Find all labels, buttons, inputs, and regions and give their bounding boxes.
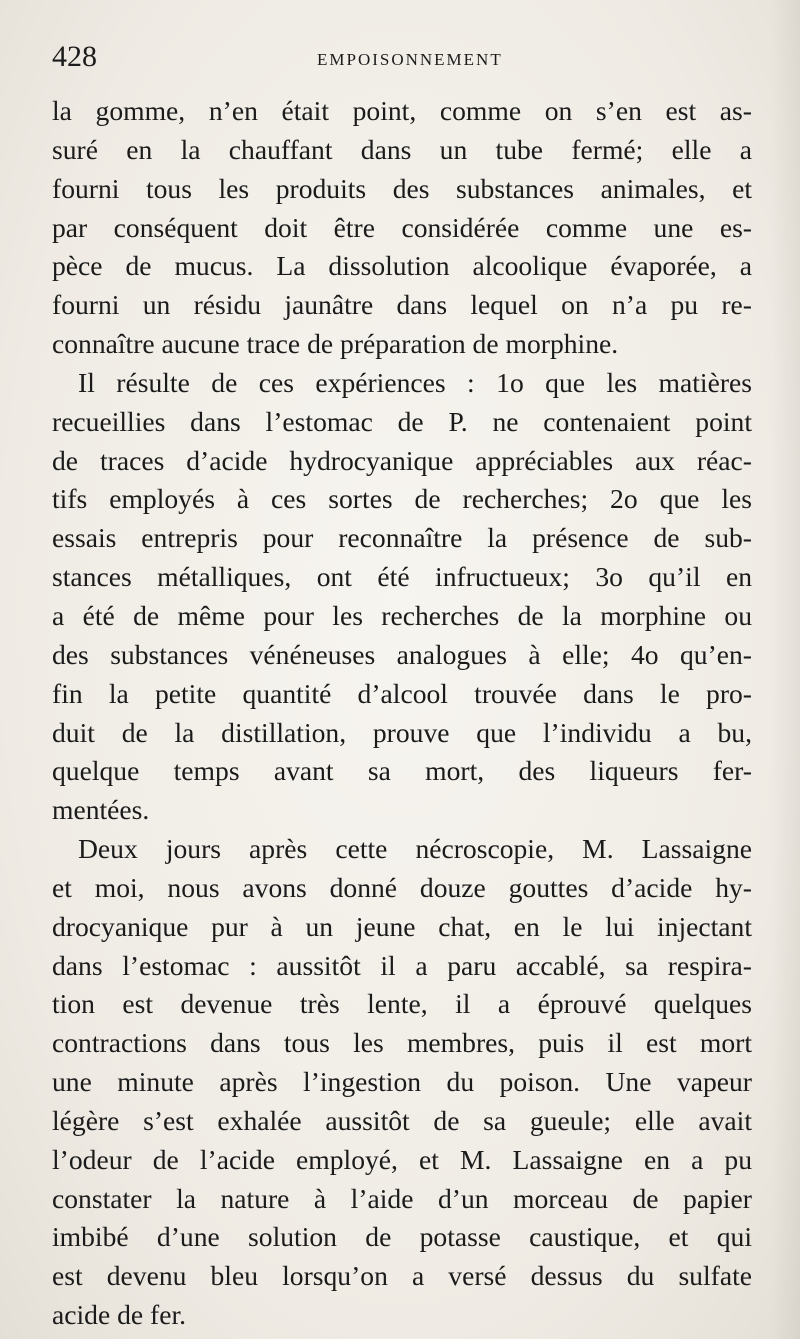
text-line: fourni tous les produits des substances animales, et <box>52 172 752 204</box>
text-line: des substances vénéneuses analogues à elle; 4o qu’en- <box>52 638 752 670</box>
text-line: fin la petite quantité d’alcool trouvée dans le pro- <box>52 677 752 709</box>
text-line: imbibé d’une solution de potasse caustique, et qui <box>52 1221 752 1253</box>
text-line: constater la nature à l’aide d’un morceau de papier <box>52 1182 752 1214</box>
page-number: 428 <box>52 40 97 73</box>
text-line: dans l’estomac : aussitôt il a paru accablé, sa respira- <box>52 949 752 981</box>
text-line: a été de même pour les recherches de la morphine ou <box>52 599 752 631</box>
text-line: duit de la distillation, prouve que l’individu a bu, <box>52 716 752 748</box>
text-line: connaître aucune trace de préparation de morphine. <box>52 328 619 360</box>
text-line: tion est devenue très lente, il a éprouvé quelques <box>52 988 752 1020</box>
text-line: la gomme, n’en était point, comme on s’en est as- <box>52 95 752 126</box>
text-line: mentées. <box>52 794 150 826</box>
text-line: est devenu bleu lorsqu’on a versé dessus du sulfate <box>52 1260 752 1292</box>
text-line: pèce de mucus. La dissolution alcoolique évaporée, a <box>52 250 752 282</box>
text-line: Deux jours après cette nécroscopie, M. Lassaigne <box>78 833 752 865</box>
text-line: contractions dans tous les membres, puis il est mort <box>52 1027 752 1059</box>
text-line: légère s’est exhalée aussitôt de sa gueule; elle avait <box>52 1104 752 1136</box>
text-line: drocyanique pur à un jeune chat, en le lui injectant <box>52 910 752 942</box>
text-line: Il résulte de ces expériences : 1o que les matières <box>78 366 752 398</box>
running-head <box>52 40 760 80</box>
text-line: fourni un résidu jaunâtre dans lequel on n’a pu re- <box>52 289 752 321</box>
text-line: essais entrepris pour reconnaître la présence de sub- <box>52 522 752 554</box>
text-line: et moi, nous avons donné douze gouttes d’acide hy- <box>52 871 752 903</box>
text-line: de traces d’acide hydrocyanique appréciables aux réac- <box>52 444 752 476</box>
body-text <box>52 92 752 1335</box>
text-line: suré en la chauffant dans un tube fermé; elle a <box>52 133 752 165</box>
page-edge-shadow <box>770 0 800 1339</box>
text-line: recueillies dans l’estomac de P. ne contenaient point <box>52 405 752 437</box>
text-line: stances métalliques, ont été infructueux; 3o qu’il en <box>52 561 752 593</box>
text-line: tifs employés à ces sortes de recherches; 2o que les <box>52 483 752 515</box>
text-line: quelque temps avant sa mort, des liqueurs fer- <box>52 755 752 787</box>
text-line: l’odeur de l’acide employé, et M. Lassaigne en a pu <box>52 1143 752 1175</box>
text-line: une minute après l’ingestion du poison. Une vapeur <box>52 1066 752 1098</box>
text-line: par conséquent doit être considérée comme une es- <box>52 211 752 243</box>
text-line: acide de fer. <box>52 1299 187 1331</box>
running-title: EMPOISONNEMENT <box>317 50 503 69</box>
